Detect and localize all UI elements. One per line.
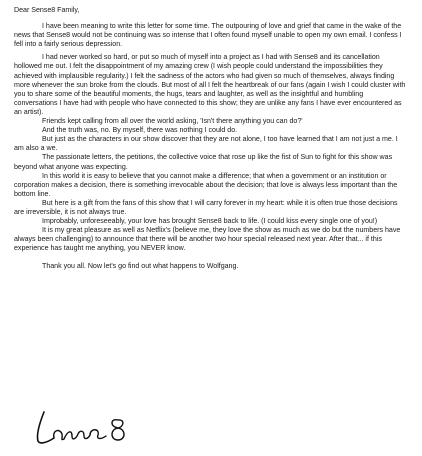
paragraph-9: Improbably, unforeseeably, your love has brought Sense8 back to life. (I could kiss every single one of you!) (42, 217, 378, 226)
salutation: Dear Sense8 Family, (14, 6, 80, 14)
paragraph-5: But just as the characters in our show discover that they are not alone, I too have learned that I am not just a me. I am also a we. (14, 135, 398, 153)
paragraph-4: And the truth was, no. By myself, there was nothing I could do. (42, 126, 238, 135)
paragraph-2: I had never worked so hard, or put so much of myself into a project as I had with Sense8 and its cancellation hollowed me out. I felt the disappointment of my amazing crew (I wish people could understand the impossibilities they achieved with implausible regularity.) I felt the sadness of the actors who had given so much of themselves, always finding more whenever the sun broke from the clouds. But most of all I felt the heartbreak of our fans (again I wish I could cluster with you to share some of the beautiful moments, the hugs, tears and laughter, as well as the insightful and humbling conversations I have had with people who have connected to this show; they are unlike any fans I have ever encountered as an artist). (14, 53, 406, 116)
paragraph-10: It is my great pleasure as well as Netflix's (believe me, they love the show as much as we do but the numbers have always been challenging) to announce that there will be another two hour special released next year. After that... if this experience has taught me anything, you NEVER know. (14, 226, 401, 253)
paragraph-8: But here is a gift from the fans of this show that I will carry forever in my heart: while it is often true those decisions are irreversible, it is not always true. (14, 198, 398, 216)
paragraph-6: The passionate letters, the petitions, the collective voice that rose up like the fist of Sun to fight for this show was beyond what anyone was expecting. (14, 153, 393, 171)
closing-line: Thank you all. Now let's go find out what happens to Wolfgang. (42, 262, 239, 271)
signature (30, 408, 140, 448)
paragraph-3: Friends kept calling from all over the world asking, 'Isn't there anything you can do?' (42, 117, 303, 126)
paragraph-7: In this world it is easy to believe that you cannot make a difference; that when a government or an institution or corporation makes a decision, there is something irrevocable about the decision; that love is always less important than the bottom line. (14, 171, 398, 198)
signature-handwriting-icon (30, 408, 140, 448)
paragraph-1: I have been meaning to write this letter for some time. The outpouring of love and grief that came in the wake of the news that Sense8 would not be continuing was so intense that I often found myself unable to open my own email. I confess I fell into a fairly serious depression. (14, 22, 402, 49)
